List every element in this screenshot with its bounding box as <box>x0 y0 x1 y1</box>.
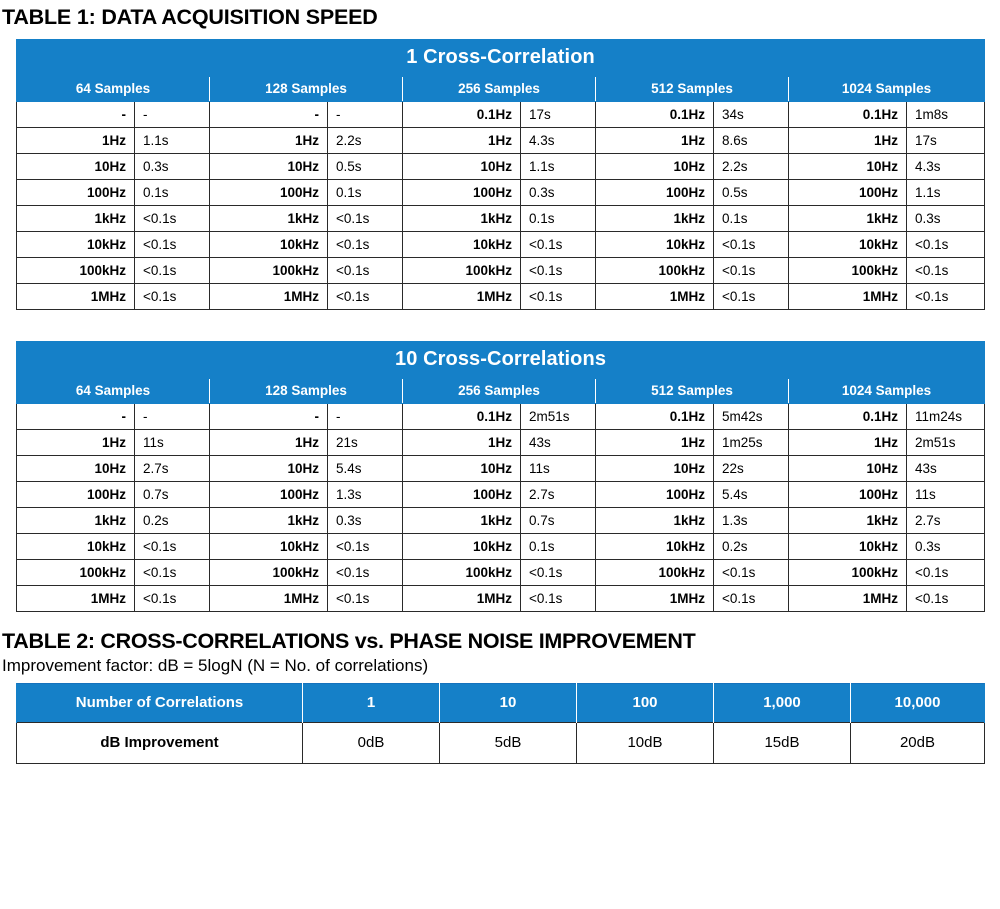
cell-freq: 10Hz <box>210 455 328 481</box>
cell-value: 22s <box>714 455 789 481</box>
cell-freq: 100Hz <box>789 179 907 205</box>
cell-freq: 10kHz <box>789 533 907 559</box>
cell-freq: 10kHz <box>403 231 521 257</box>
cell-freq: - <box>17 403 135 429</box>
column-header-100: 100 <box>577 683 714 722</box>
cell-value: <0.1s <box>328 231 403 257</box>
cell-value: 0.2s <box>714 533 789 559</box>
cell-value: 2m51s <box>907 429 985 455</box>
cell-value: 4.3s <box>521 127 596 153</box>
cell-value: 0.2s <box>135 507 210 533</box>
cell-value: <0.1s <box>135 205 210 231</box>
cell-value: <0.1s <box>907 283 985 309</box>
cell-freq: 100kHz <box>17 257 135 283</box>
column-header-128: 128 Samples <box>210 76 403 101</box>
cell-freq: 100kHz <box>789 257 907 283</box>
cell-freq: 1MHz <box>403 585 521 611</box>
cell-value: <0.1s <box>328 533 403 559</box>
cell-value: 21s <box>328 429 403 455</box>
cell-freq: 10kHz <box>17 533 135 559</box>
cell-freq: 10kHz <box>789 231 907 257</box>
cell-value: 0.3s <box>521 179 596 205</box>
cell-value: 2.2s <box>714 153 789 179</box>
cell-freq: 0.1Hz <box>789 101 907 127</box>
cell-freq: 1kHz <box>789 205 907 231</box>
cell-freq: 100kHz <box>403 257 521 283</box>
cell-freq: 10kHz <box>403 533 521 559</box>
cell-freq: 100Hz <box>403 481 521 507</box>
cell-freq: 0.1Hz <box>789 403 907 429</box>
cell-value: <0.1s <box>521 257 596 283</box>
cell-freq: 1Hz <box>403 429 521 455</box>
cell-freq: 0.1Hz <box>596 403 714 429</box>
cell-freq: 1kHz <box>210 205 328 231</box>
cell-freq: 1kHz <box>17 507 135 533</box>
cell-value: 20dB <box>851 722 985 763</box>
cell-value: <0.1s <box>714 257 789 283</box>
cell-value: 0.3s <box>907 205 985 231</box>
cell-value: <0.1s <box>714 231 789 257</box>
cell-freq: 1Hz <box>17 429 135 455</box>
cell-value: 10dB <box>577 722 714 763</box>
cell-freq: 100kHz <box>210 257 328 283</box>
cell-freq: 1kHz <box>403 205 521 231</box>
cell-freq: 10Hz <box>789 153 907 179</box>
cell-freq: 100Hz <box>17 179 135 205</box>
cell-freq: 100kHz <box>789 559 907 585</box>
cell-value: 2.7s <box>907 507 985 533</box>
table-row <box>17 455 985 481</box>
cell-freq: 100kHz <box>17 559 135 585</box>
cell-value: <0.1s <box>328 585 403 611</box>
cell-value: 1.3s <box>714 507 789 533</box>
column-header-1: 1 <box>303 683 440 722</box>
cell-value: <0.1s <box>521 283 596 309</box>
row-label-header: Number of Correlations <box>17 683 303 722</box>
cell-value: 17s <box>907 127 985 153</box>
cell-value: <0.1s <box>328 283 403 309</box>
cell-value: 4.3s <box>907 153 985 179</box>
cell-value: - <box>135 101 210 127</box>
table-row <box>17 559 985 585</box>
column-header-256: 256 Samples <box>403 378 596 403</box>
column-header-row <box>17 683 985 722</box>
table1-heading: TABLE 1: DATA ACQUISITION SPEED <box>2 5 378 29</box>
cell-value: 43s <box>521 429 596 455</box>
column-header-row <box>17 76 985 101</box>
cell-value: 0.1s <box>328 179 403 205</box>
column-header-128: 128 Samples <box>210 378 403 403</box>
document-page <box>0 6 1000 764</box>
column-header-row <box>17 378 985 403</box>
table-body <box>17 101 985 309</box>
cell-value: <0.1s <box>907 231 985 257</box>
cell-freq: 1MHz <box>17 585 135 611</box>
cell-value: 0.1s <box>714 205 789 231</box>
cell-freq: 0.1Hz <box>403 101 521 127</box>
cell-value: <0.1s <box>714 559 789 585</box>
cell-value: 0.7s <box>135 481 210 507</box>
cell-value: 1m25s <box>714 429 789 455</box>
table-row <box>17 101 985 127</box>
cell-value: 1.1s <box>521 153 596 179</box>
cell-value: 2m51s <box>521 403 596 429</box>
table-title-row <box>17 341 985 378</box>
cell-freq: 0.1Hz <box>403 403 521 429</box>
cell-value: 11s <box>521 455 596 481</box>
cell-freq: 10kHz <box>210 533 328 559</box>
speed-table-10-cross-correlations <box>16 341 985 612</box>
improvement-table <box>16 683 985 764</box>
cell-value: <0.1s <box>521 231 596 257</box>
column-header-64: 64 Samples <box>17 76 210 101</box>
table-row <box>17 507 985 533</box>
cell-value: 0.1s <box>521 205 596 231</box>
cell-value: 0.5s <box>328 153 403 179</box>
cell-freq: 100kHz <box>596 559 714 585</box>
cell-value: - <box>135 403 210 429</box>
cell-freq: 10Hz <box>403 153 521 179</box>
cell-freq: 100Hz <box>17 481 135 507</box>
table-body <box>17 403 985 611</box>
cell-freq: 10kHz <box>596 533 714 559</box>
cell-freq: 1MHz <box>596 283 714 309</box>
cell-freq: 10Hz <box>17 153 135 179</box>
table-row <box>17 403 985 429</box>
table2-heading: TABLE 2: CROSS-CORRELATIONS vs. PHASE NOISE IMPROVEMENT <box>2 628 696 653</box>
cell-freq: 1MHz <box>210 283 328 309</box>
cell-freq: 1MHz <box>17 283 135 309</box>
cell-value: <0.1s <box>135 585 210 611</box>
cell-freq: 1MHz <box>789 585 907 611</box>
cell-freq: 1kHz <box>17 205 135 231</box>
cell-value: 11m24s <box>907 403 985 429</box>
cell-freq: 100Hz <box>596 481 714 507</box>
cell-value: <0.1s <box>714 585 789 611</box>
table-row <box>17 127 985 153</box>
cell-freq: 100Hz <box>596 179 714 205</box>
cell-freq: 10Hz <box>596 153 714 179</box>
cell-value: 0.1s <box>135 179 210 205</box>
cell-freq: 10kHz <box>596 231 714 257</box>
cell-value: 1.3s <box>328 481 403 507</box>
cell-freq: 10Hz <box>403 455 521 481</box>
cell-value: <0.1s <box>907 559 985 585</box>
cell-value: 11s <box>135 429 210 455</box>
cell-freq: 1MHz <box>596 585 714 611</box>
table-row <box>17 533 985 559</box>
table-title-row <box>17 39 985 76</box>
cell-freq: 10kHz <box>17 231 135 257</box>
table-spacer <box>0 310 1000 332</box>
cell-freq: 1Hz <box>210 429 328 455</box>
cell-value: 1m8s <box>907 101 985 127</box>
row-label: dB Improvement <box>17 722 303 763</box>
cell-value: 0.3s <box>135 153 210 179</box>
cell-freq: 100Hz <box>403 179 521 205</box>
column-header-1024: 1024 Samples <box>789 378 985 403</box>
section-spacer <box>0 612 1000 629</box>
cell-freq: 10Hz <box>210 153 328 179</box>
cell-freq: 100Hz <box>210 179 328 205</box>
table-row <box>17 231 985 257</box>
cell-freq: 1Hz <box>17 127 135 153</box>
cell-value: 2.2s <box>328 127 403 153</box>
cell-value: <0.1s <box>521 585 596 611</box>
cell-value: 0.3s <box>328 507 403 533</box>
cell-value: <0.1s <box>135 533 210 559</box>
cell-value: 11s <box>907 481 985 507</box>
cell-freq: - <box>210 101 328 127</box>
table-row <box>17 585 985 611</box>
table-row <box>17 153 985 179</box>
cell-freq: 100kHz <box>403 559 521 585</box>
cell-freq: 100kHz <box>596 257 714 283</box>
cell-value: 5dB <box>440 722 577 763</box>
cell-value: 0.5s <box>714 179 789 205</box>
speed-table-1-cross-correlation <box>16 39 985 310</box>
table-row <box>17 205 985 231</box>
column-header-256: 256 Samples <box>403 76 596 101</box>
cell-value: - <box>328 101 403 127</box>
cell-value: <0.1s <box>135 559 210 585</box>
cell-freq: 10Hz <box>596 455 714 481</box>
cell-freq: 1Hz <box>403 127 521 153</box>
table2-subtitle: Improvement factor: dB = 5logN (N = No. of correlations) <box>2 656 429 676</box>
cell-value: - <box>328 403 403 429</box>
cell-freq: 1Hz <box>789 127 907 153</box>
cell-value: <0.1s <box>521 559 596 585</box>
cell-freq: - <box>210 403 328 429</box>
cell-freq: 1MHz <box>210 585 328 611</box>
cell-value: <0.1s <box>907 585 985 611</box>
table-row <box>17 257 985 283</box>
cell-value: <0.1s <box>135 257 210 283</box>
cell-value: 43s <box>907 455 985 481</box>
table-body <box>17 683 985 763</box>
table-row <box>17 481 985 507</box>
cell-value: 34s <box>714 101 789 127</box>
table-title: 10 Cross-Correlations <box>17 341 985 378</box>
cell-freq: 1Hz <box>596 127 714 153</box>
table-row <box>17 283 985 309</box>
cell-value: 2.7s <box>521 481 596 507</box>
cell-freq: 100Hz <box>210 481 328 507</box>
cell-value: 8.6s <box>714 127 789 153</box>
cell-value: 1.1s <box>907 179 985 205</box>
cell-value: <0.1s <box>135 283 210 309</box>
cell-value: <0.1s <box>135 231 210 257</box>
cell-value: 15dB <box>714 722 851 763</box>
column-header-64: 64 Samples <box>17 378 210 403</box>
cell-freq: 0.1Hz <box>596 101 714 127</box>
cell-freq: 1MHz <box>403 283 521 309</box>
cell-value: 0dB <box>303 722 440 763</box>
column-header-1024: 1024 Samples <box>789 76 985 101</box>
column-header-1000: 1,000 <box>714 683 851 722</box>
cell-value: 5m42s <box>714 403 789 429</box>
cell-value: <0.1s <box>907 257 985 283</box>
table-row <box>17 179 985 205</box>
cell-value: 5.4s <box>714 481 789 507</box>
cell-freq: 1Hz <box>596 429 714 455</box>
column-header-10: 10 <box>440 683 577 722</box>
table-row <box>17 722 985 763</box>
cell-value: <0.1s <box>328 559 403 585</box>
column-header-10000: 10,000 <box>851 683 985 722</box>
cell-freq: 10kHz <box>210 231 328 257</box>
cell-value: 0.7s <box>521 507 596 533</box>
cell-freq: 1MHz <box>789 283 907 309</box>
cell-freq: - <box>17 101 135 127</box>
cell-freq: 1kHz <box>210 507 328 533</box>
cell-value: <0.1s <box>328 257 403 283</box>
table-title: 1 Cross-Correlation <box>17 39 985 76</box>
column-header-512: 512 Samples <box>596 378 789 403</box>
cell-freq: 1kHz <box>789 507 907 533</box>
cell-value: 1.1s <box>135 127 210 153</box>
cell-freq: 10Hz <box>17 455 135 481</box>
column-header-512: 512 Samples <box>596 76 789 101</box>
cell-value: 5.4s <box>328 455 403 481</box>
cell-freq: 1kHz <box>596 507 714 533</box>
cell-freq: 1Hz <box>210 127 328 153</box>
cell-freq: 1kHz <box>403 507 521 533</box>
cell-value: 0.1s <box>521 533 596 559</box>
cell-freq: 1kHz <box>596 205 714 231</box>
cell-value: <0.1s <box>328 205 403 231</box>
cell-freq: 100Hz <box>789 481 907 507</box>
cell-freq: 1Hz <box>789 429 907 455</box>
cell-freq: 100kHz <box>210 559 328 585</box>
table-row <box>17 429 985 455</box>
cell-value: <0.1s <box>714 283 789 309</box>
cell-value: 17s <box>521 101 596 127</box>
cell-value: 0.3s <box>907 533 985 559</box>
cell-freq: 10Hz <box>789 455 907 481</box>
cell-value: 2.7s <box>135 455 210 481</box>
